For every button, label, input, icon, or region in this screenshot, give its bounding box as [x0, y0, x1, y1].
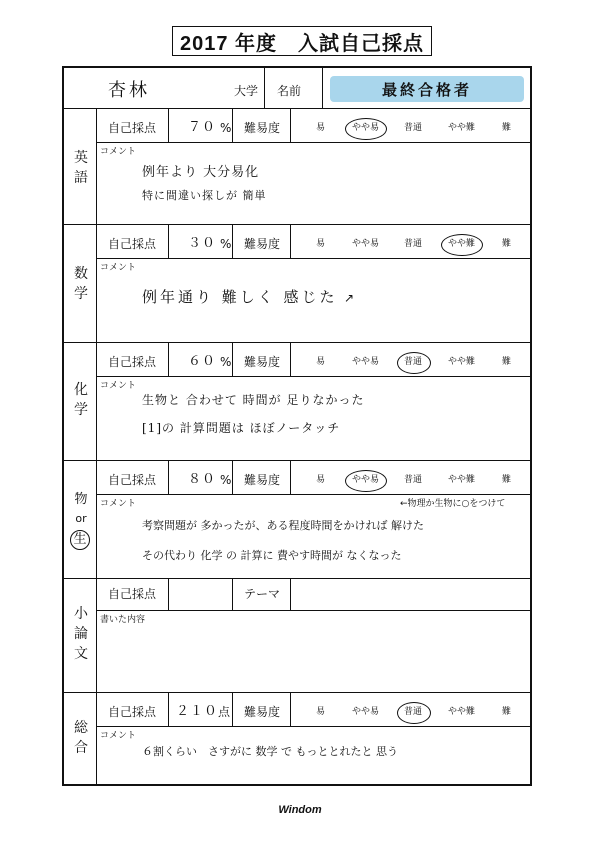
math-selected-circle [441, 234, 483, 256]
bio-score-label: 自己採点 [108, 473, 157, 487]
total-opt-slightly-easy[interactable]: やや易 [352, 707, 380, 717]
biology-circled-char: 生 [70, 530, 90, 550]
school-suffix: 大学 [234, 84, 259, 98]
total-score-label: 自己採点 [108, 705, 157, 719]
english-comment-line-1: 例年より 大分易化 [142, 165, 260, 180]
english-opt-hard[interactable]: 難 [502, 123, 512, 133]
bio-score-unit: % [220, 473, 232, 487]
subject-physics-or-biology: 物 or [74, 492, 88, 525]
math-comment-line-1: 例年通り 難しく 感じた [142, 288, 338, 306]
total-score-value: ２１０ [176, 704, 219, 719]
math-score-label: 自己採点 [108, 237, 157, 251]
total-difficulty-label: 難易度 [244, 705, 281, 719]
name-label: 名前 [277, 84, 302, 98]
math-opt-hard[interactable]: 難 [502, 239, 512, 249]
math-comment-mark: ↗ [344, 291, 355, 305]
math-opt-normal[interactable]: 普通 [404, 239, 423, 249]
chemistry-opt-easy[interactable]: 易 [316, 357, 326, 367]
math-score-unit: % [220, 237, 232, 251]
total-comment-line-1: ６割くらい さすがに 数学 で もっととれたと 思う [142, 745, 398, 758]
chemistry-opt-slightly-hard[interactable]: やや難 [448, 357, 476, 367]
subject-essay: 小 論 文 [74, 606, 88, 662]
bio-comment-line-2: その代わり 化学 の 計算に 費やす時間が なくなった [142, 549, 402, 562]
subject-math: 数 学 [74, 266, 88, 302]
essay-theme-label: テーマ [244, 587, 281, 601]
bio-selection-note: ←物理か生物に○をつけて [400, 499, 506, 509]
english-selected-circle [345, 118, 387, 140]
math-comment-label: コメント [100, 263, 137, 273]
bio-opt-slightly-hard[interactable]: やや難 [448, 475, 476, 485]
subject-chemistry: 化 学 [74, 382, 88, 418]
school-name: 杏林 [108, 80, 150, 101]
math-score-value: ３０ [188, 236, 217, 251]
chemistry-comment-line-2: [1]の 計算問題は ほぼノータッチ [142, 421, 341, 435]
total-comment-label: コメント [100, 731, 137, 741]
english-score-value: ７０ [188, 120, 217, 135]
essay-content-label: 書いた内容 [100, 615, 146, 625]
total-opt-hard[interactable]: 難 [502, 707, 512, 717]
subject-total: 総 合 [74, 720, 88, 756]
chemistry-selected-circle [397, 352, 431, 374]
english-difficulty-label: 難易度 [244, 121, 281, 135]
bio-opt-normal[interactable]: 普通 [404, 475, 423, 485]
name-value-badge: 最終合格者 [330, 76, 524, 102]
bio-score-value: ８０ [188, 472, 217, 487]
english-opt-normal[interactable]: 普通 [404, 123, 423, 133]
footer-brand: Windom [278, 804, 322, 816]
chemistry-score-value: ６０ [188, 354, 217, 369]
total-score-unit: 点 [218, 705, 231, 719]
chemistry-score-label: 自己採点 [108, 355, 157, 369]
bio-selected-circle [345, 470, 387, 492]
bio-comment-line-1: 考察問題が 多かったが、ある程度時間をかければ 解けた [142, 519, 424, 532]
bio-opt-hard[interactable]: 難 [502, 475, 512, 485]
bio-opt-slightly-easy[interactable]: やや易 [352, 475, 380, 485]
math-opt-easy[interactable]: 易 [316, 239, 326, 249]
total-opt-slightly-hard[interactable]: やや難 [448, 707, 476, 717]
total-opt-normal[interactable]: 普通 [404, 707, 423, 717]
total-selected-circle [397, 702, 431, 724]
english-score-unit: % [220, 121, 232, 135]
chemistry-opt-hard[interactable]: 難 [502, 357, 512, 367]
chemistry-difficulty-label: 難易度 [244, 355, 281, 369]
english-opt-slightly-hard[interactable]: やや難 [448, 123, 476, 133]
bio-difficulty-label: 難易度 [244, 473, 281, 487]
bio-opt-easy[interactable]: 易 [316, 475, 326, 485]
score-form [62, 66, 532, 786]
chemistry-score-unit: % [220, 355, 232, 369]
chemistry-opt-normal[interactable]: 普通 [404, 357, 423, 367]
english-opt-slightly-easy[interactable]: やや易 [352, 123, 380, 133]
chemistry-comment-label: コメント [100, 381, 137, 391]
english-opt-easy[interactable]: 易 [316, 123, 326, 133]
chemistry-comment-line-1: 生物と 合わせて 時間が 足りなかった [142, 393, 365, 407]
total-opt-easy[interactable]: 易 [316, 707, 326, 717]
essay-score-label: 自己採点 [108, 587, 157, 601]
bio-comment-label: コメント [100, 499, 137, 509]
math-difficulty-label: 難易度 [244, 237, 281, 251]
math-opt-slightly-hard[interactable]: やや難 [448, 239, 476, 249]
math-opt-slightly-easy[interactable]: やや易 [352, 239, 380, 249]
subject-english: 英 語 [74, 150, 88, 186]
chemistry-opt-slightly-easy[interactable]: やや易 [352, 357, 380, 367]
english-comment-label: コメント [100, 147, 137, 157]
english-comment-line-2: 特に間違い探しが 簡単 [142, 189, 267, 202]
page-title: 2017 年度 入試自己採点 [172, 26, 432, 56]
english-score-label: 自己採点 [108, 121, 157, 135]
